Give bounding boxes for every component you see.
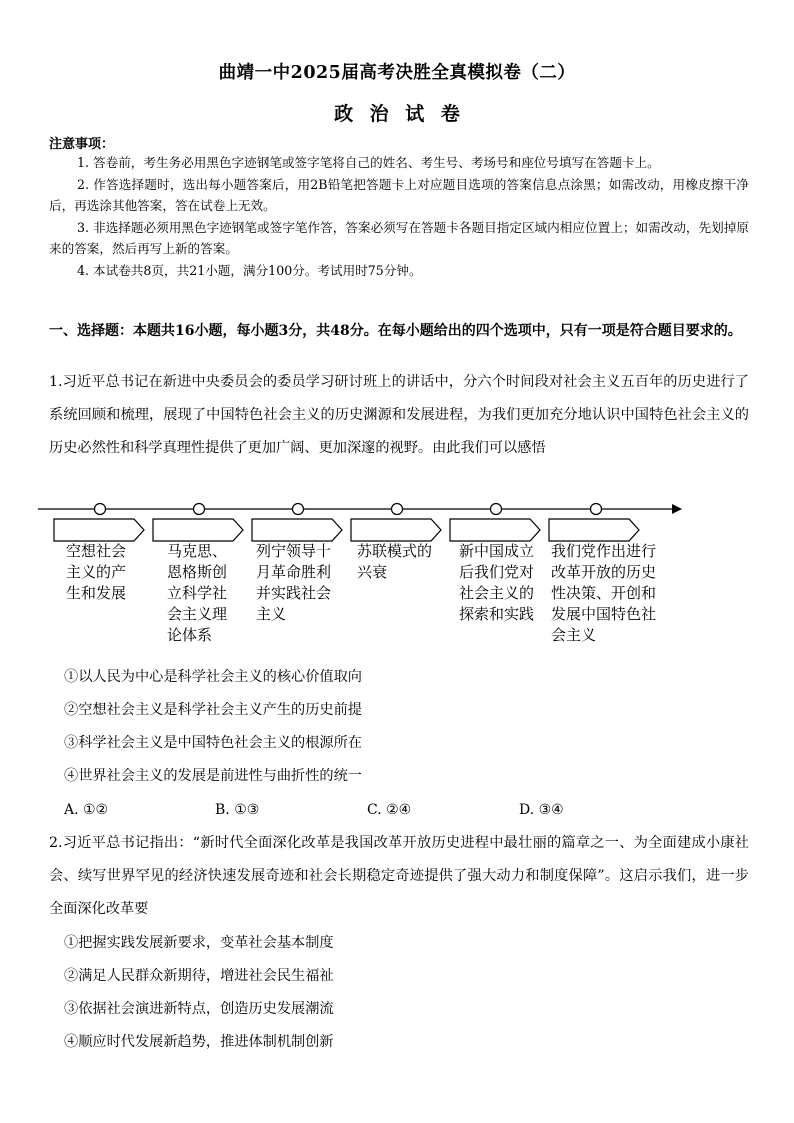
notice-item: 1. 答卷前，考生务必用黑色字迹钢笔或签字笔将自己的姓名、考生号、考场号和座位号填写在答题卡上。 xyxy=(77,155,660,170)
notice-item: 4. 本试卷共8页，共21小题，满分100分。考试用时75分钟。 xyxy=(77,262,422,278)
question-2-stem: 2.习近平总书记指出：“新时代全面深化改革是我国改革开放历史进程中最壮丽的篇章之一、为全面建成小康社会、续写世界罕见的经济快速发展奇迹和社会长期稳定奇迹提供了强大动力和制度保障”。这启示我们，进一步全面深化改革要 xyxy=(49,835,749,917)
notice-item: 3. 非选择题必须用黑色字迹钢笔或签字笔作答，答案必须写在答题卡各题目指定区域内相应位置上；如需改动，先划掉原来的答案，然后再写上新的答案。 xyxy=(49,219,749,256)
timeline-label-1: 空想社会 主义的产 生和发展 xyxy=(66,542,127,602)
choice-c[interactable]: C. ②④ xyxy=(367,802,412,818)
question-2-option: ②满足人民群众新期待，增进社会民生福祉 xyxy=(64,968,334,984)
timeline-label-6: 我们党作出进行 改革开放的历史 性决策、开创和 发展中国特色社 会主义 xyxy=(551,542,657,644)
notice-item: 2. 作答选择题时，选出每小题答案后，用2B铅笔把答题卡上对应题目选项的答案信息点涂黑；如需改动，用橡皮擦干净后，再选涂其他答案，答在试卷上无效。 xyxy=(49,176,749,213)
question-1-option: ④世界社会主义的发展是前进性与曲折性的统一 xyxy=(64,768,362,784)
choice-a[interactable]: A. ①② xyxy=(64,802,109,818)
question-2-option: ①把握实践发展新要求，变革社会基本制度 xyxy=(64,935,334,951)
notice-heading: 注意事项： xyxy=(49,137,115,152)
question-1-stem: 1.习近平总书记在新进中央委员会的委员学习研讨班上的讲话中，分六个时间段对社会主义五百年的历史进行了系统回顾和梳理，展现了中国特色社会主义的历史渊源和发展进程，为我们更加充分地认识中国特色社会主义的历史必然性和科学真理性提供了更加广阔、更加深邃的视野。由此我们可以感悟 xyxy=(49,374,749,456)
choice-d[interactable]: D. ③④ xyxy=(519,802,564,818)
question-2-option: ③依据社会演进新特点，创造历史发展潮流 xyxy=(64,1001,334,1017)
question-1-option: ②空想社会主义是科学社会主义产生的历史前提 xyxy=(64,702,362,718)
exam-subject: 政 治 试 卷 xyxy=(334,103,460,125)
timeline-label-5: 新中国成立 后我们党对 社会主义的 探索和实践 xyxy=(459,542,535,623)
timeline-arrow-head xyxy=(672,504,682,514)
question-2-option: ④顺应时代发展新趋势，推进体制机制创新 xyxy=(64,1034,334,1050)
exam-title: 曲靖一中2025届高考决胜全真模拟卷（二） xyxy=(218,63,576,83)
choice-b[interactable]: B. ①③ xyxy=(215,802,260,818)
question-1-option: ③科学社会主义是中国特色社会主义的根源所在 xyxy=(64,735,362,751)
question-1-option: ①以人民为中心是科学社会主义的核心价值取向 xyxy=(64,669,362,685)
timeline-label-2: 马克思、 恩格斯创 立科学社 会主义理 论体系 xyxy=(167,542,228,644)
section-heading: 一、选择题：本题共16小题，每小题3分，共48分。在每小题给出的四个选项中，只有一项是符合题目要求的。 xyxy=(49,323,742,339)
notice-list xyxy=(49,152,749,281)
timeline-label-4: 苏联模式的 兴衰 xyxy=(357,542,433,581)
timeline-label-3: 列宁领导十 月革命胜利 并实践社会 主义 xyxy=(256,542,332,623)
timeline-diagram xyxy=(36,498,686,542)
